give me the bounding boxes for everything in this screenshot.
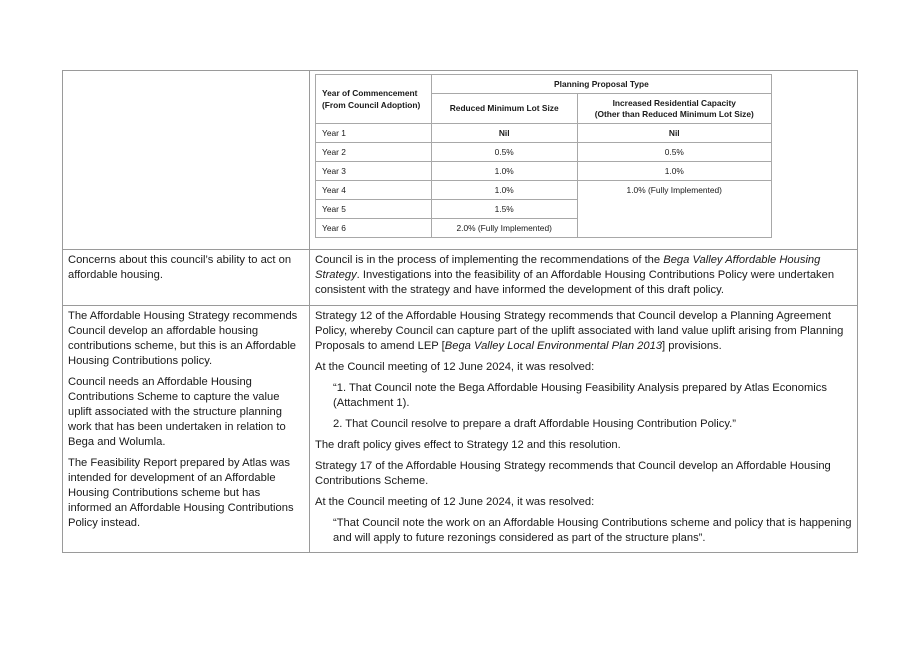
header-year-line2: (From Council Adoption)	[322, 100, 421, 110]
header-increased-line2: (Other than Reduced Minimum Lot Size)	[594, 108, 754, 119]
concern-text: Council needs an Affordable Housing Contributions Scheme to capture the value uplift associated with the structure planning work that has been undertaken in relation to Bega and Wolumla.	[68, 376, 286, 448]
increased-cell: Nil	[577, 124, 771, 143]
strategy-title: Bega Valley Affordable Housing Strategy	[315, 254, 821, 281]
concern-text: The Feasibility Report prepared by Atlas was intended for development of an Affordable Housing Contributions scheme but has informed an Affordable Housing Contributions Policy instead.	[68, 457, 294, 529]
column-divider	[309, 70, 310, 553]
concern-cell	[68, 309, 304, 537]
header-increased-line1: Increased Residential Capacity	[612, 97, 736, 108]
response-text	[315, 253, 851, 298]
reduced-cell: 1.5%	[431, 200, 577, 219]
reduced-cell: 1.0%	[431, 181, 577, 200]
response-text-part: ] provisions.	[662, 340, 722, 352]
table-row	[316, 143, 772, 162]
header-planning-proposal-type: Planning Proposal Type	[431, 75, 771, 94]
header-year	[316, 75, 432, 124]
row-divider	[62, 305, 858, 306]
year-cell: Year 3	[316, 162, 432, 181]
response-text-part: Strategy 12 of the Affordable Housing Strategy recommends that Council develop a Planning Agreement Policy, whereby Council can capture part of the uplift associated with land value uplift arising from Planning Proposals to amend LEP [	[315, 310, 844, 352]
header-increased-capacity	[577, 94, 771, 124]
response-paragraph: At the Council meeting of 12 June 2024, it was resolved:	[315, 361, 595, 373]
header-reduced-lot-size: Reduced Minimum Lot Size	[431, 94, 577, 124]
response-cell	[315, 253, 851, 304]
resolution-quote: 2. That Council resolve to prepare a draft Affordable Housing Contribution Policy.”	[333, 418, 736, 430]
reduced-cell: 1.0%	[431, 162, 577, 181]
concern-text: The Affordable Housing Strategy recommends Council develop an affordable housing contributions scheme, but this is an Affordable Housing Contributions policy.	[68, 310, 298, 367]
resolution-quote: “1. That Council note the Bega Affordable Housing Feasibility Analysis prepared by Atlas Economics (Attachment 1).	[333, 382, 827, 409]
reduced-cell: Nil	[431, 124, 577, 143]
year-cell: Year 1	[316, 124, 432, 143]
response-paragraph	[315, 309, 853, 354]
increased-cell: 1.0% (Fully Implemented)	[577, 181, 771, 238]
table-row	[316, 124, 772, 143]
year-cell: Year 6	[316, 219, 432, 238]
reduced-cell: 0.5%	[431, 143, 577, 162]
header-year-line1: Year of Commencement	[322, 88, 418, 98]
contribution-rate-table	[315, 74, 772, 238]
reduced-cell: 2.0% (Fully Implemented)	[431, 219, 577, 238]
row-divider	[62, 249, 858, 250]
concern-text: Concerns about this council’s ability to act on affordable housing.	[68, 254, 292, 281]
response-paragraph: Strategy 17 of the Affordable Housing Strategy recommends that Council develop an Affordable Housing Contributions Scheme.	[315, 460, 831, 487]
increased-cell: 1.0%	[577, 162, 771, 181]
response-text-part: . Investigations into the feasibility of an Affordable Housing Contributions Policy were undertaken consistent with the strategy and have informed the development of this draft policy.	[315, 269, 835, 296]
year-cell: Year 4	[316, 181, 432, 200]
increased-cell: 0.5%	[577, 143, 771, 162]
table-row	[316, 181, 772, 200]
response-cell	[315, 309, 853, 552]
concern-cell	[68, 253, 304, 289]
table-row	[316, 162, 772, 181]
lep-title: Bega Valley Local Environmental Plan 2013	[444, 340, 663, 352]
response-paragraph: At the Council meeting of 12 June 2024, it was resolved:	[315, 496, 595, 508]
response-text-part: Council is in the process of implementing the recommendations of the	[315, 254, 664, 266]
resolution-quote: “That Council note the work on an Affordable Housing Contributions scheme and policy that is happening and will apply to future rezonings considered as part of the structure plans”.	[333, 517, 852, 544]
year-cell: Year 5	[316, 200, 432, 219]
year-cell: Year 2	[316, 143, 432, 162]
response-paragraph: The draft policy gives effect to Strategy 12 and this resolution.	[315, 439, 621, 451]
